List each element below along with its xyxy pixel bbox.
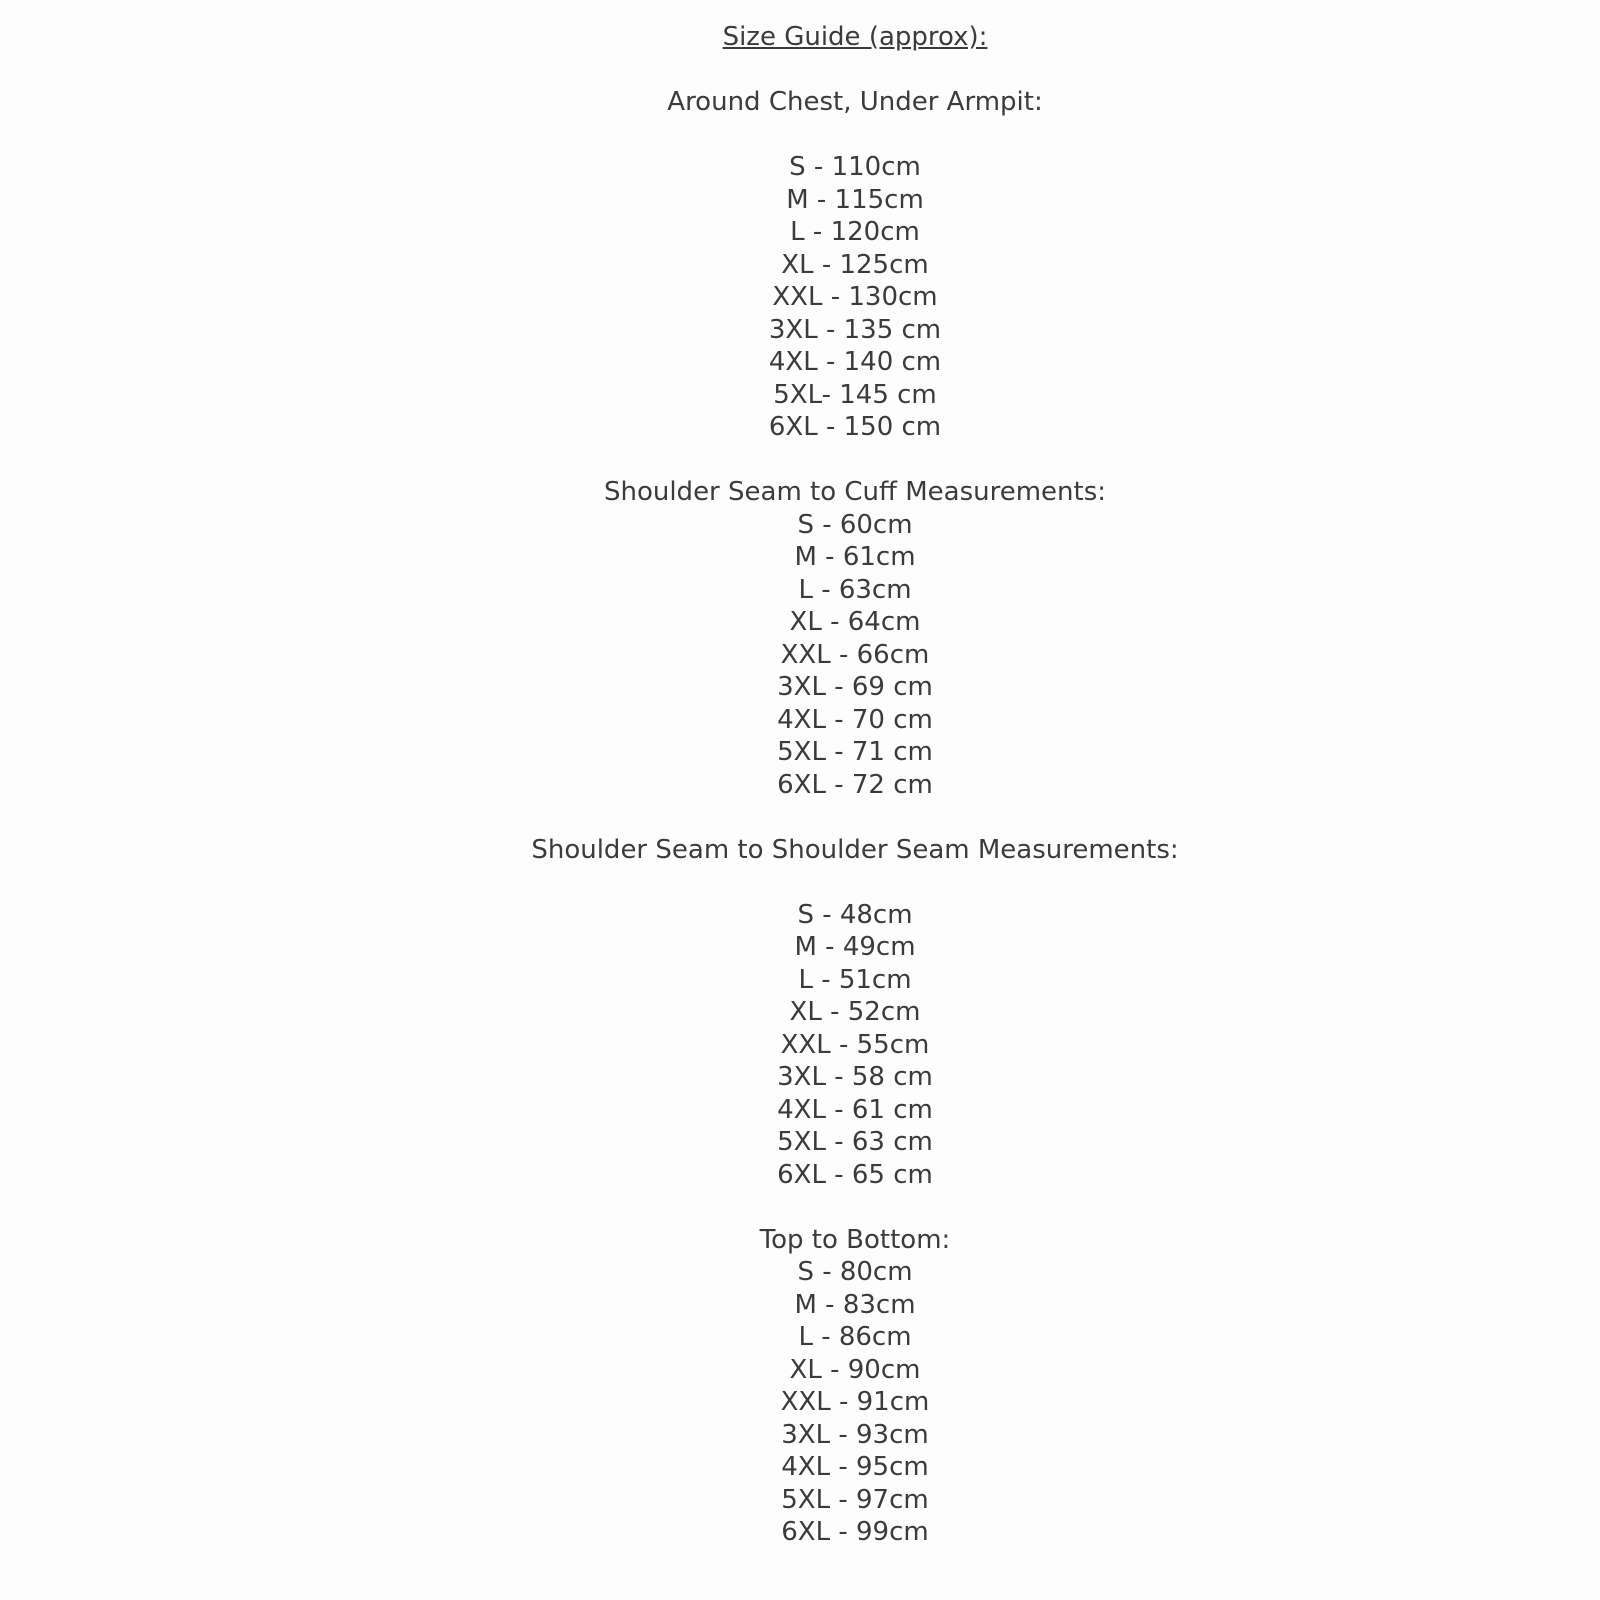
- size-row: S - 60cm: [797, 509, 913, 540]
- section-shoulder-to-cuff: [110, 476, 1600, 801]
- size-row: L - 120cm: [790, 217, 920, 247]
- section-top-to-bottom: [110, 1224, 1600, 1549]
- size-row: 4XL - 70 cm: [777, 704, 933, 735]
- blank-line: [110, 54, 1600, 87]
- blank-line: [110, 1191, 1600, 1224]
- section-heading-around-chest: Around Chest, Under Armpit:: [667, 87, 1043, 117]
- section-heading-top-to-bottom: Top to Bottom:: [759, 1224, 951, 1255]
- size-row: M - 61cm: [794, 542, 916, 572]
- size-row: XL - 90cm: [789, 1354, 921, 1385]
- size-row: 3XL - 135 cm: [768, 314, 942, 345]
- size-row: XXL - 91cm: [780, 1387, 930, 1417]
- size-row: S - 48cm: [797, 899, 913, 930]
- size-row: 5XL - 63 cm: [777, 1127, 933, 1157]
- size-row: XL - 52cm: [789, 997, 921, 1027]
- size-row: 3XL - 93cm: [781, 1419, 929, 1450]
- size-row: S - 110cm: [789, 152, 921, 182]
- size-row: M - 49cm: [794, 932, 916, 962]
- size-row: 5XL - 71 cm: [777, 737, 933, 767]
- blank-line: [110, 801, 1600, 834]
- size-row: XXL - 66cm: [780, 639, 930, 670]
- size-row: 6XL - 150 cm: [768, 412, 942, 442]
- blank-line: [110, 119, 1600, 152]
- size-row: 3XL - 69 cm: [777, 672, 933, 702]
- section-around-chest: [110, 86, 1600, 444]
- section-heading-shoulder-to-shoulder: Shoulder Seam to Shoulder Seam Measurements:: [531, 834, 1179, 865]
- size-row: L - 63cm: [798, 574, 912, 605]
- size-row: XXL - 130cm: [772, 282, 938, 312]
- size-row: M - 115cm: [786, 184, 924, 215]
- blank-line: [110, 866, 1600, 899]
- size-row: 3XL - 58 cm: [777, 1062, 933, 1092]
- size-row: 4XL - 61 cm: [777, 1094, 933, 1125]
- size-row: 6XL - 99cm: [781, 1517, 929, 1547]
- size-row: S - 80cm: [797, 1257, 913, 1287]
- size-row: M - 83cm: [794, 1289, 916, 1320]
- size-row: L - 51cm: [798, 964, 912, 995]
- size-row: XL - 64cm: [789, 607, 921, 637]
- size-row: XXL - 55cm: [780, 1029, 930, 1060]
- size-row: 5XL - 97cm: [781, 1484, 929, 1515]
- section-heading-shoulder-to-cuff: Shoulder Seam to Cuff Measurements:: [603, 477, 1107, 507]
- size-row: 6XL - 65 cm: [777, 1159, 933, 1190]
- size-row: 6XL - 72 cm: [777, 769, 933, 800]
- size-guide-title: Size Guide (approx):: [722, 22, 988, 52]
- size-row: 4XL - 95cm: [781, 1452, 929, 1482]
- blank-line: [110, 444, 1600, 477]
- size-row: XL - 125cm: [781, 249, 929, 280]
- size-row: L - 86cm: [798, 1322, 912, 1352]
- size-row: 5XL- 145 cm: [773, 379, 937, 410]
- section-shoulder-to-shoulder: [110, 834, 1600, 1192]
- size-row: 4XL - 140 cm: [768, 347, 942, 377]
